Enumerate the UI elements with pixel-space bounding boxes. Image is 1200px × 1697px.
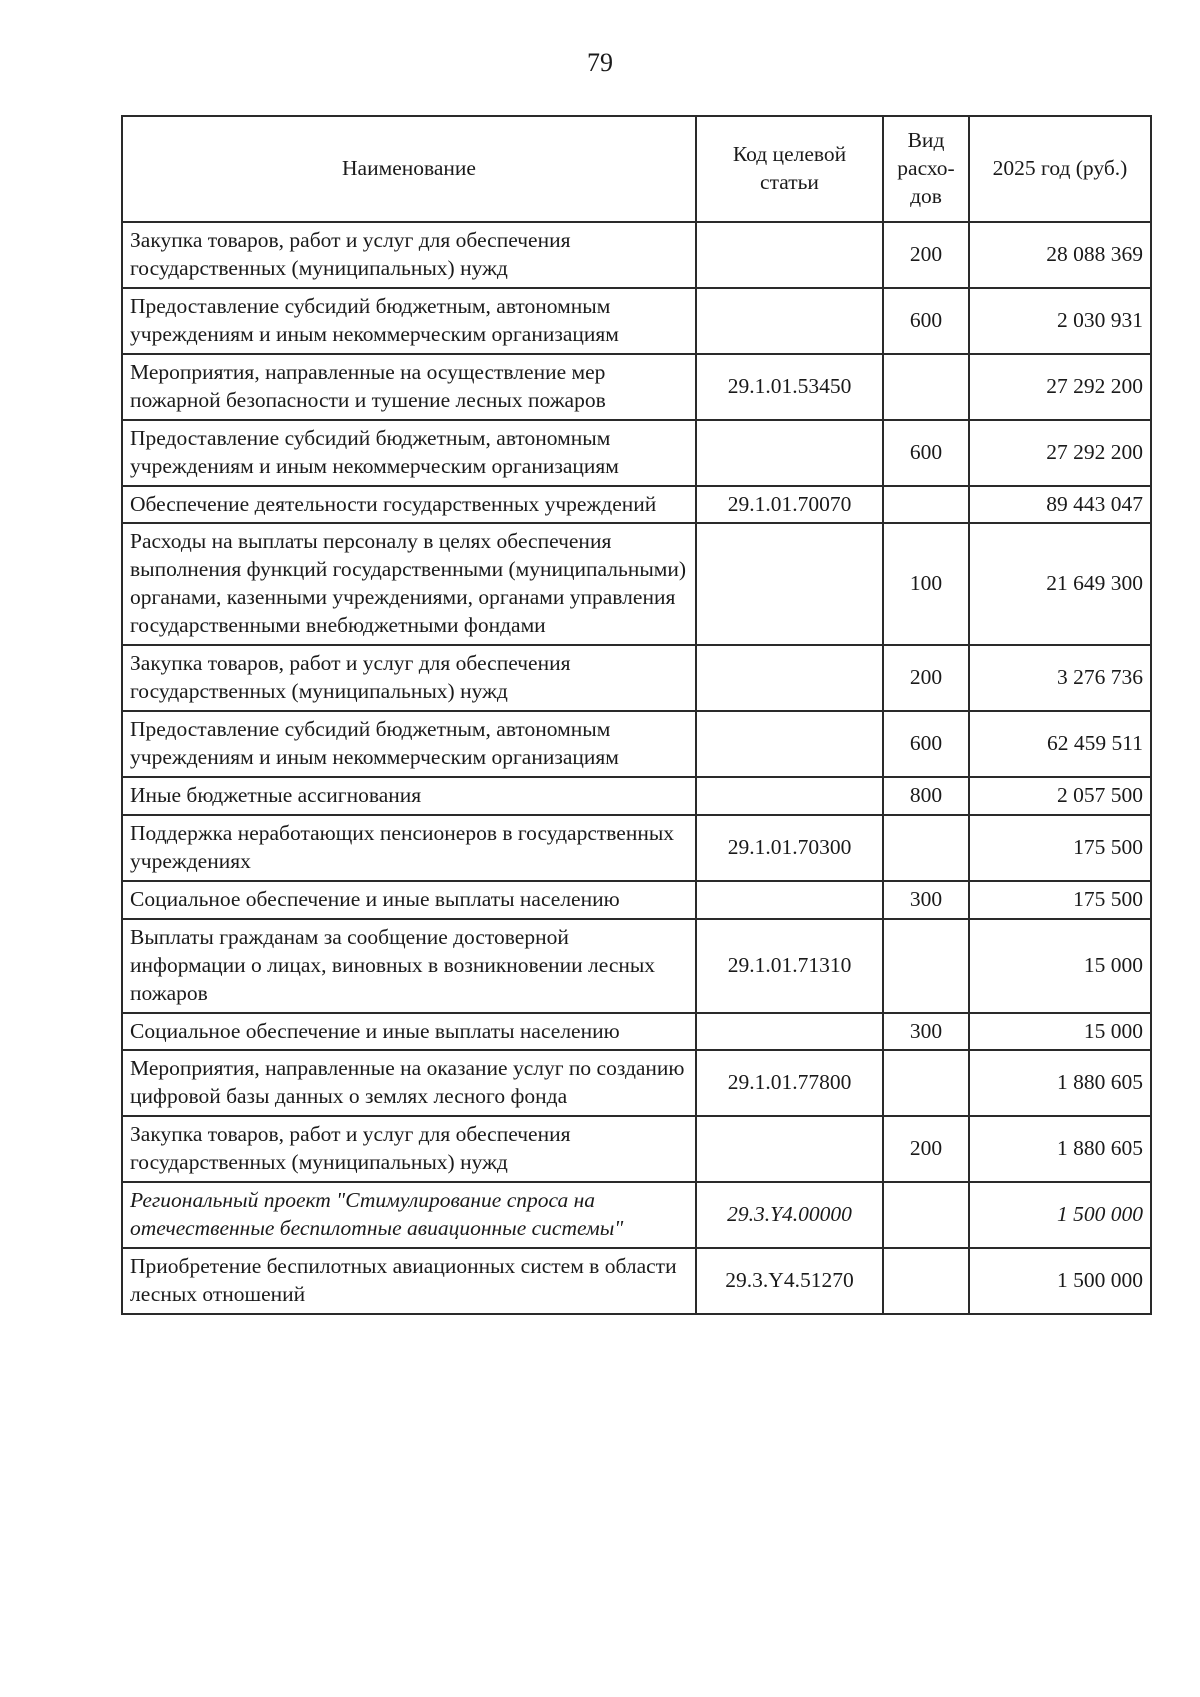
row-name-cell: Мероприятия, направленные на оказание услуг по созданию цифровой базы данных о землях лесного фонда — [122, 1050, 696, 1116]
row-code-cell — [696, 645, 883, 711]
table-body — [122, 222, 1151, 1314]
row-name-cell: Предоставление субсидий бюджетным, автономным учреждениям и иным некоммерческим организациям — [122, 288, 696, 354]
row-sum-cell: 28 088 369 — [969, 222, 1151, 288]
row-code-cell: 29.1.01.71310 — [696, 919, 883, 1013]
row-type-cell — [883, 354, 969, 420]
table-row — [122, 288, 1151, 354]
row-sum-cell: 15 000 — [969, 919, 1151, 1013]
budget-table — [121, 115, 1152, 1315]
header-name: Наименование — [122, 116, 696, 222]
row-type-cell: 300 — [883, 881, 969, 919]
row-sum-cell: 62 459 511 — [969, 711, 1151, 777]
row-sum-cell: 1 500 000 — [969, 1248, 1151, 1314]
row-sum-cell: 1 500 000 — [969, 1182, 1151, 1248]
table-row — [122, 645, 1151, 711]
row-type-cell: 800 — [883, 777, 969, 815]
row-type-cell — [883, 486, 969, 524]
row-name-cell: Социальное обеспечение и иные выплаты населению — [122, 1013, 696, 1051]
row-name-cell: Предоставление субсидий бюджетным, автономным учреждениям и иным некоммерческим организациям — [122, 420, 696, 486]
table-row — [122, 1050, 1151, 1116]
row-code-cell: 29.3.Y4.51270 — [696, 1248, 883, 1314]
table-header-row — [122, 116, 1151, 222]
row-sum-cell: 27 292 200 — [969, 354, 1151, 420]
row-name-cell: Выплаты гражданам за сообщение достоверной информации о лицах, виновных в возникновении лесных пожаров — [122, 919, 696, 1013]
row-sum-cell: 175 500 — [969, 881, 1151, 919]
row-code-cell: 29.1.01.70070 — [696, 486, 883, 524]
row-type-cell — [883, 1050, 969, 1116]
table-row — [122, 523, 1151, 645]
row-type-cell: 600 — [883, 711, 969, 777]
row-code-cell — [696, 881, 883, 919]
row-code-cell — [696, 420, 883, 486]
row-sum-cell: 27 292 200 — [969, 420, 1151, 486]
table-row — [122, 420, 1151, 486]
row-name-cell: Расходы на выплаты персоналу в целях обеспечения выполнения функций государственными (муниципальными) органами, казенными учреждениями, органами управления государственными внебюджетными фондами — [122, 523, 696, 645]
row-name-cell: Поддержка неработающих пенсионеров в государственных учреждениях — [122, 815, 696, 881]
row-type-cell: 300 — [883, 1013, 969, 1051]
row-name-cell: Приобретение беспилотных авиационных систем в области лесных отношений — [122, 1248, 696, 1314]
header-code: Код целевой статьи — [696, 116, 883, 222]
row-sum-cell: 15 000 — [969, 1013, 1151, 1051]
row-sum-cell: 21 649 300 — [969, 523, 1151, 645]
row-sum-cell: 89 443 047 — [969, 486, 1151, 524]
header-sum: 2025 год (руб.) — [969, 116, 1151, 222]
row-sum-cell: 1 880 605 — [969, 1050, 1151, 1116]
row-code-cell: 29.1.01.77800 — [696, 1050, 883, 1116]
row-code-cell — [696, 777, 883, 815]
row-type-cell — [883, 815, 969, 881]
table-row — [122, 777, 1151, 815]
row-sum-cell: 3 276 736 — [969, 645, 1151, 711]
table-row — [122, 1182, 1151, 1248]
row-code-cell: 29.1.01.70300 — [696, 815, 883, 881]
table-row — [122, 354, 1151, 420]
table-row — [122, 711, 1151, 777]
table-row — [122, 486, 1151, 524]
row-name-cell: Закупка товаров, работ и услуг для обеспечения государственных (муниципальных) нужд — [122, 1116, 696, 1182]
row-name-cell: Предоставление субсидий бюджетным, автономным учреждениям и иным некоммерческим организациям — [122, 711, 696, 777]
table-row — [122, 919, 1151, 1013]
row-code-cell: 29.3.Y4.00000 — [696, 1182, 883, 1248]
row-code-cell — [696, 222, 883, 288]
row-name-cell: Мероприятия, направленные на осуществление мер пожарной безопасности и тушение лесных пожаров — [122, 354, 696, 420]
row-name-cell: Обеспечение деятельности государственных учреждений — [122, 486, 696, 524]
row-code-cell — [696, 1116, 883, 1182]
row-sum-cell: 2 057 500 — [969, 777, 1151, 815]
row-type-cell — [883, 919, 969, 1013]
row-sum-cell: 2 030 931 — [969, 288, 1151, 354]
row-type-cell — [883, 1182, 969, 1248]
table-row — [122, 1116, 1151, 1182]
row-name-cell: Закупка товаров, работ и услуг для обеспечения государственных (муниципальных) нужд — [122, 222, 696, 288]
table-row — [122, 815, 1151, 881]
table-row — [122, 1248, 1151, 1314]
row-code-cell — [696, 288, 883, 354]
table-row — [122, 1013, 1151, 1051]
row-type-cell: 200 — [883, 1116, 969, 1182]
row-code-cell — [696, 1013, 883, 1051]
row-name-cell: Иные бюджетные ассигнования — [122, 777, 696, 815]
row-type-cell: 600 — [883, 288, 969, 354]
row-name-cell: Закупка товаров, работ и услуг для обеспечения государственных (муниципальных) нужд — [122, 645, 696, 711]
row-sum-cell: 1 880 605 — [969, 1116, 1151, 1182]
row-name-cell: Региональный проект "Стимулирование спроса на отечественные беспилотные авиационные системы" — [122, 1182, 696, 1248]
row-type-cell: 600 — [883, 420, 969, 486]
page-number: 79 — [587, 48, 613, 77]
row-type-cell: 200 — [883, 222, 969, 288]
header-type: Вид расхо-дов — [883, 116, 969, 222]
row-type-cell: 200 — [883, 645, 969, 711]
table-row — [122, 222, 1151, 288]
row-code-cell — [696, 711, 883, 777]
row-name-cell: Социальное обеспечение и иные выплаты населению — [122, 881, 696, 919]
row-code-cell — [696, 523, 883, 645]
row-type-cell — [883, 1248, 969, 1314]
row-code-cell: 29.1.01.53450 — [696, 354, 883, 420]
row-type-cell: 100 — [883, 523, 969, 645]
row-sum-cell: 175 500 — [969, 815, 1151, 881]
table-row — [122, 881, 1151, 919]
